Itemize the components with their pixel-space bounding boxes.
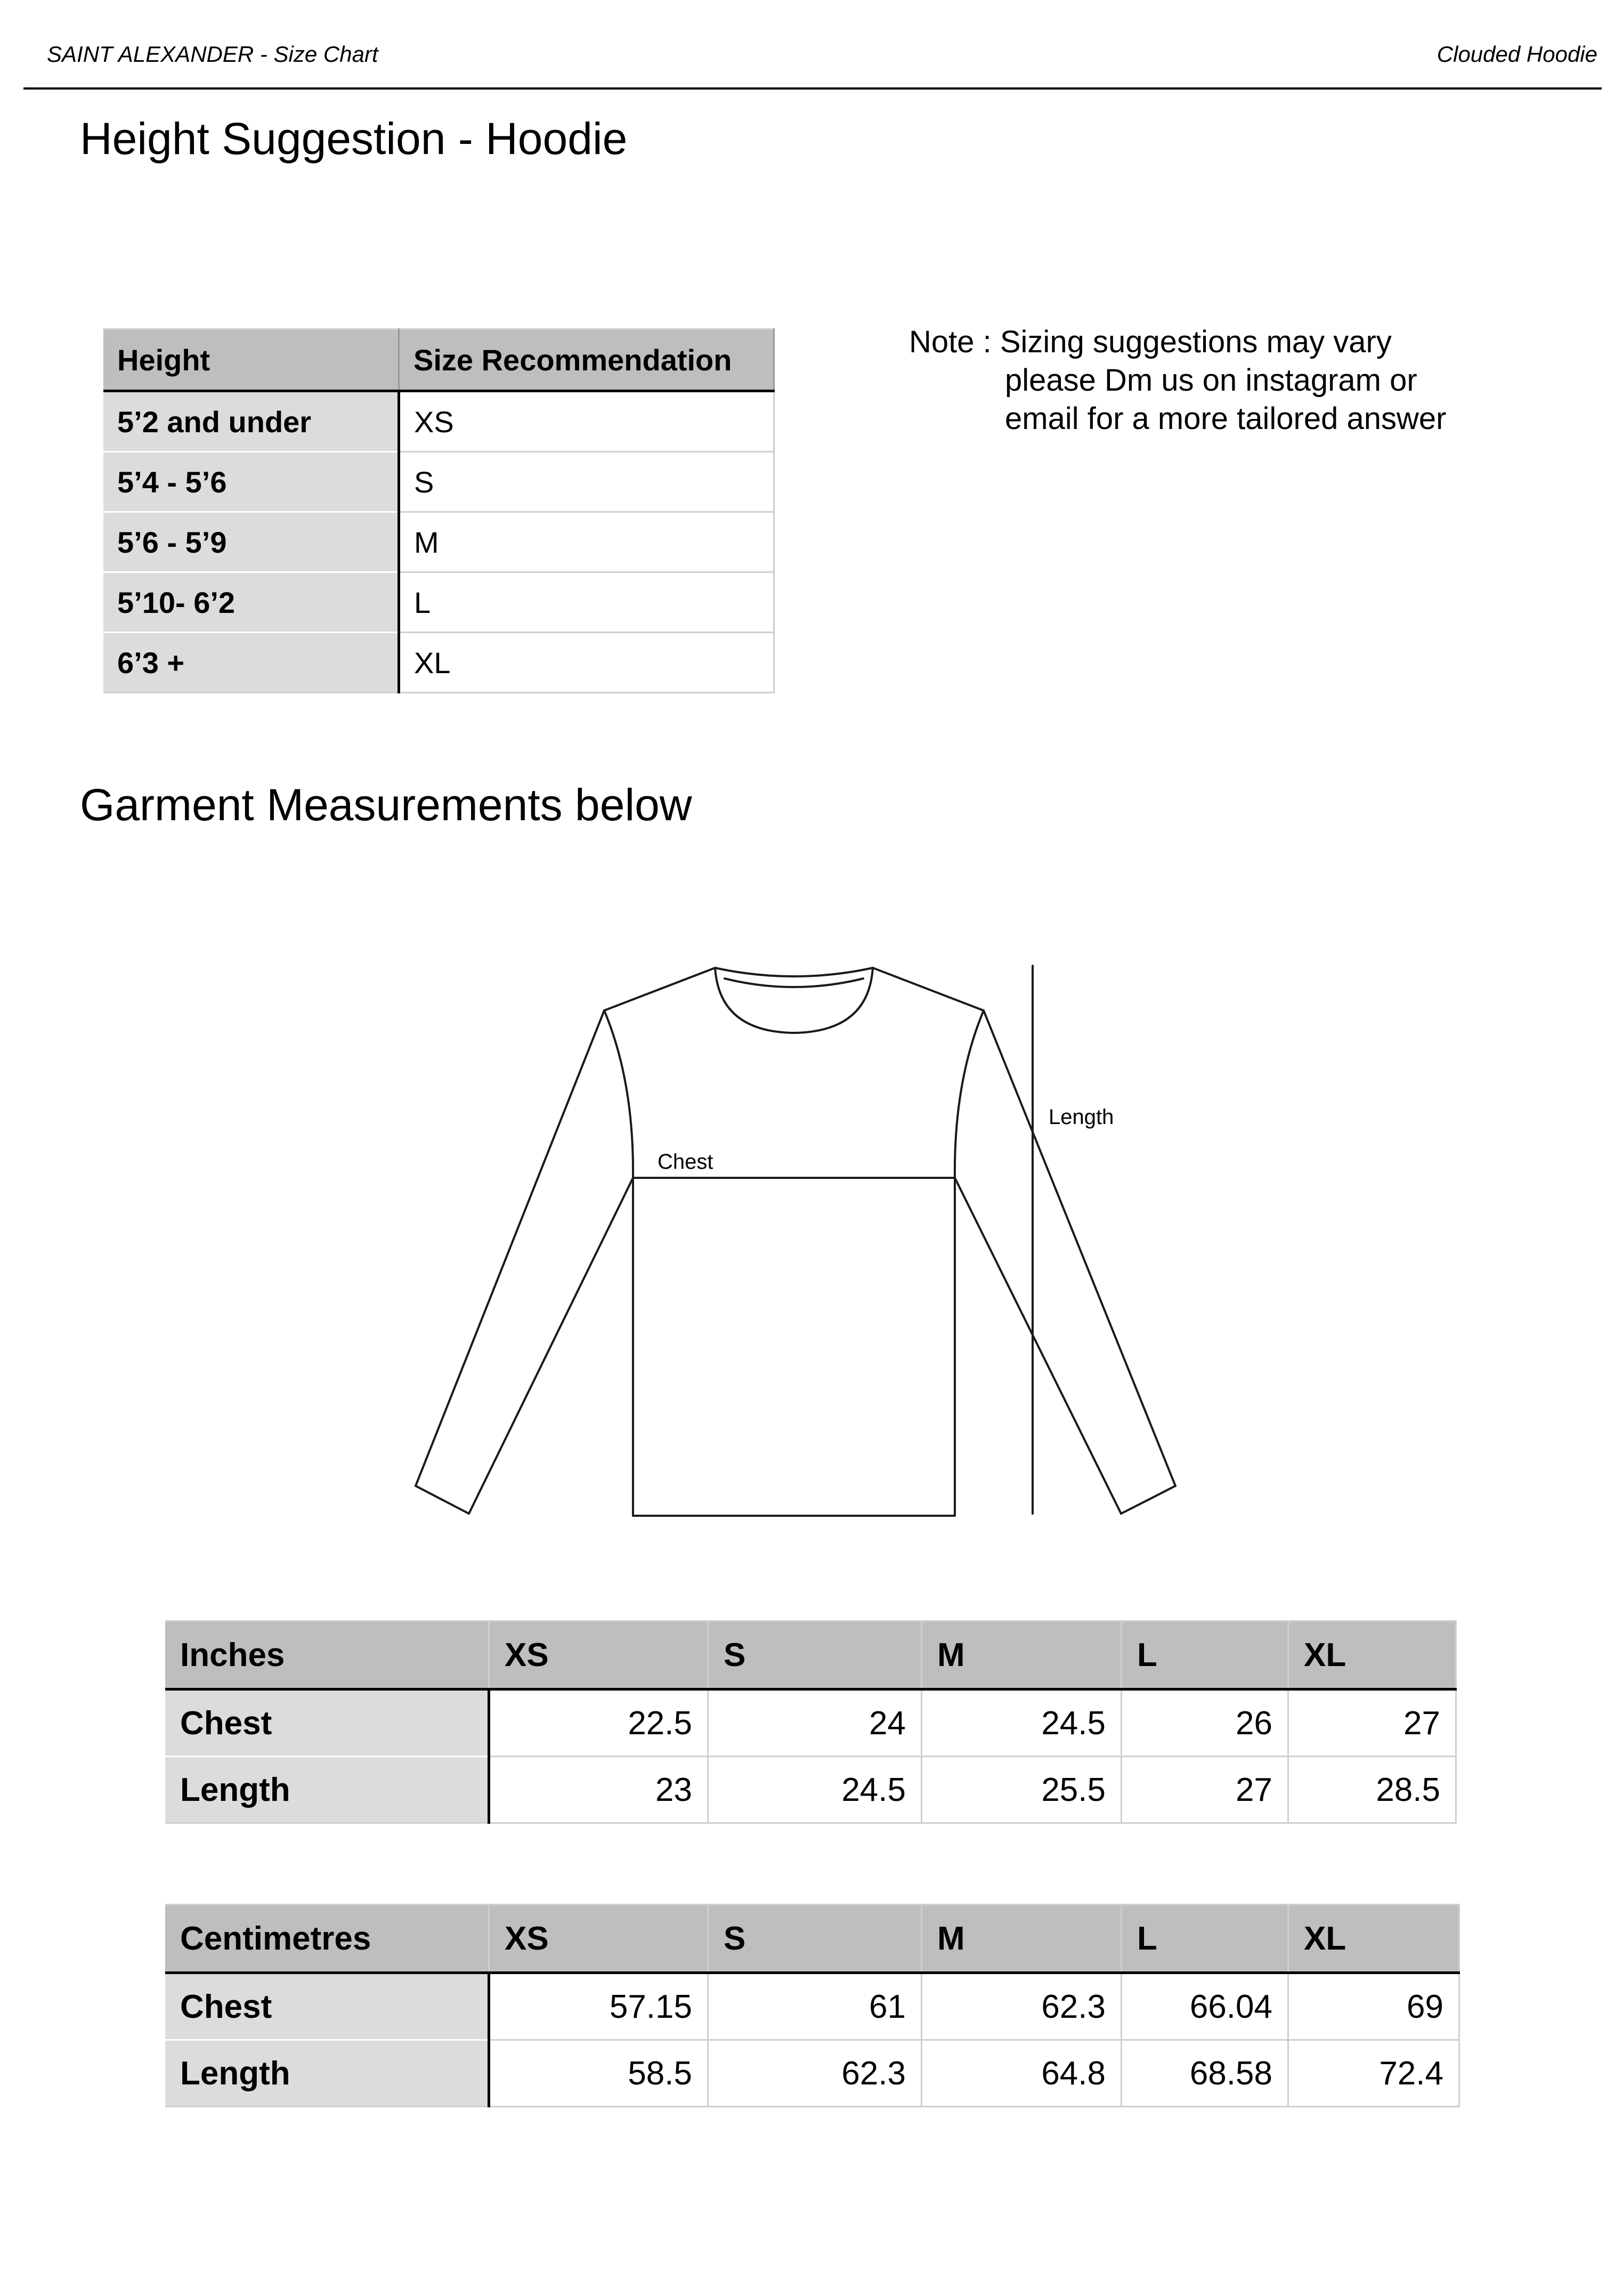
value-cell: 57.15: [489, 1973, 708, 2040]
value-cell: 72.4: [1288, 2040, 1459, 2107]
table-header-row: [165, 1905, 1459, 1973]
value-cell: 64.8: [922, 2040, 1122, 2107]
collar-outer: [715, 968, 873, 976]
table-row: [103, 391, 774, 452]
left-sleeve-outer: [416, 1010, 604, 1486]
table-row: [103, 572, 774, 633]
size-cell: XL: [399, 633, 774, 693]
table-row: [165, 1973, 1459, 2040]
row-label-length: Length: [165, 1757, 489, 1823]
right-body-side: [955, 1010, 984, 1516]
value-cell: 61: [708, 1973, 922, 2040]
value-cell: 62.3: [708, 2040, 922, 2107]
note-line-2: please Dm us on instagram or: [1005, 363, 1417, 398]
sizing-note: [909, 323, 1446, 438]
table-row: [165, 1689, 1456, 1757]
header-cell-size: M: [922, 1905, 1122, 1973]
header-brand-title: SAINT ALEXANDER - Size Chart: [47, 42, 378, 67]
right-shoulder-line: [873, 968, 984, 1010]
size-cell: L: [399, 572, 774, 633]
value-cell: 23: [489, 1757, 708, 1823]
size-cell: XS: [399, 391, 774, 452]
table-row: [165, 1757, 1456, 1823]
value-cell: 69: [1288, 1973, 1459, 2040]
left-shoulder-line: [604, 968, 715, 1010]
left-sleeve-inner: [469, 1178, 633, 1514]
value-cell: 66.04: [1122, 1973, 1288, 2040]
table-row: [103, 452, 774, 512]
value-cell: 26: [1122, 1689, 1288, 1757]
size-cell: M: [399, 512, 774, 572]
row-label-length: Length: [165, 2040, 489, 2107]
left-body-side: [604, 1010, 633, 1516]
value-cell: 22.5: [489, 1689, 708, 1757]
value-cell: 24.5: [922, 1689, 1122, 1757]
header-cell-size: S: [708, 1621, 922, 1689]
value-cell: 24.5: [708, 1757, 922, 1823]
height-cell: 5’4 - 5’6: [103, 452, 399, 512]
header-cell-size: XS: [489, 1621, 708, 1689]
right-cuff: [1121, 1486, 1175, 1514]
height-suggestion-heading: Height Suggestion - Hoodie: [80, 114, 628, 164]
value-cell: 27: [1288, 1689, 1456, 1757]
right-sleeve-outer: [984, 1010, 1175, 1486]
chest-label: Chest: [658, 1150, 713, 1174]
size-cell: S: [399, 452, 774, 512]
length-label: Length: [1049, 1105, 1114, 1129]
table-header-row: [165, 1621, 1456, 1689]
value-cell: 25.5: [922, 1757, 1122, 1823]
garment-measurements-heading: Garment Measurements below: [80, 780, 692, 830]
header-product-name: Clouded Hoodie: [1437, 42, 1597, 67]
header-divider: [23, 87, 1602, 90]
header-cell-size-recommendation: Size Recommendation: [399, 329, 774, 391]
row-label-chest: Chest: [165, 1973, 489, 2040]
value-cell: 68.58: [1122, 2040, 1288, 2107]
note-line-1: Note : Sizing suggestions may vary: [909, 325, 1392, 359]
header-cell-unit: Inches: [165, 1621, 489, 1689]
table-header-row: [103, 329, 774, 391]
value-cell: 62.3: [922, 1973, 1122, 2040]
value-cell: 28.5: [1288, 1757, 1456, 1823]
height-cell: 5’10- 6’2: [103, 572, 399, 633]
value-cell: 27: [1122, 1757, 1288, 1823]
value-cell: 24: [708, 1689, 922, 1757]
inches-measurement-table: [165, 1620, 1457, 1824]
header-cell-size: XS: [489, 1905, 708, 1973]
table-row: [165, 2040, 1459, 2107]
header-cell-size: S: [708, 1905, 922, 1973]
collar-inner: [715, 968, 873, 1033]
height-cell: 5’6 - 5’9: [103, 512, 399, 572]
header-cell-size: M: [922, 1621, 1122, 1689]
table-row: [103, 512, 774, 572]
header-cell-size: L: [1122, 1621, 1288, 1689]
header-cell-size: L: [1122, 1905, 1288, 1973]
height-cell: 5’2 and under: [103, 391, 399, 452]
height-cell: 6’3 +: [103, 633, 399, 693]
header-cell-size: XL: [1288, 1621, 1456, 1689]
collar-rib: [725, 979, 863, 987]
height-size-table: [103, 328, 775, 693]
centimetres-measurement-table: [165, 1904, 1460, 2107]
header-cell-unit: Centimetres: [165, 1905, 489, 1973]
header-cell-height: Height: [103, 329, 399, 391]
value-cell: 58.5: [489, 2040, 708, 2107]
row-label-chest: Chest: [165, 1689, 489, 1757]
header-cell-size: XL: [1288, 1905, 1459, 1973]
note-line-3: email for a more tailored answer: [1005, 401, 1447, 436]
left-cuff: [416, 1486, 469, 1514]
right-sleeve-inner: [955, 1178, 1121, 1514]
table-row: [103, 633, 774, 693]
